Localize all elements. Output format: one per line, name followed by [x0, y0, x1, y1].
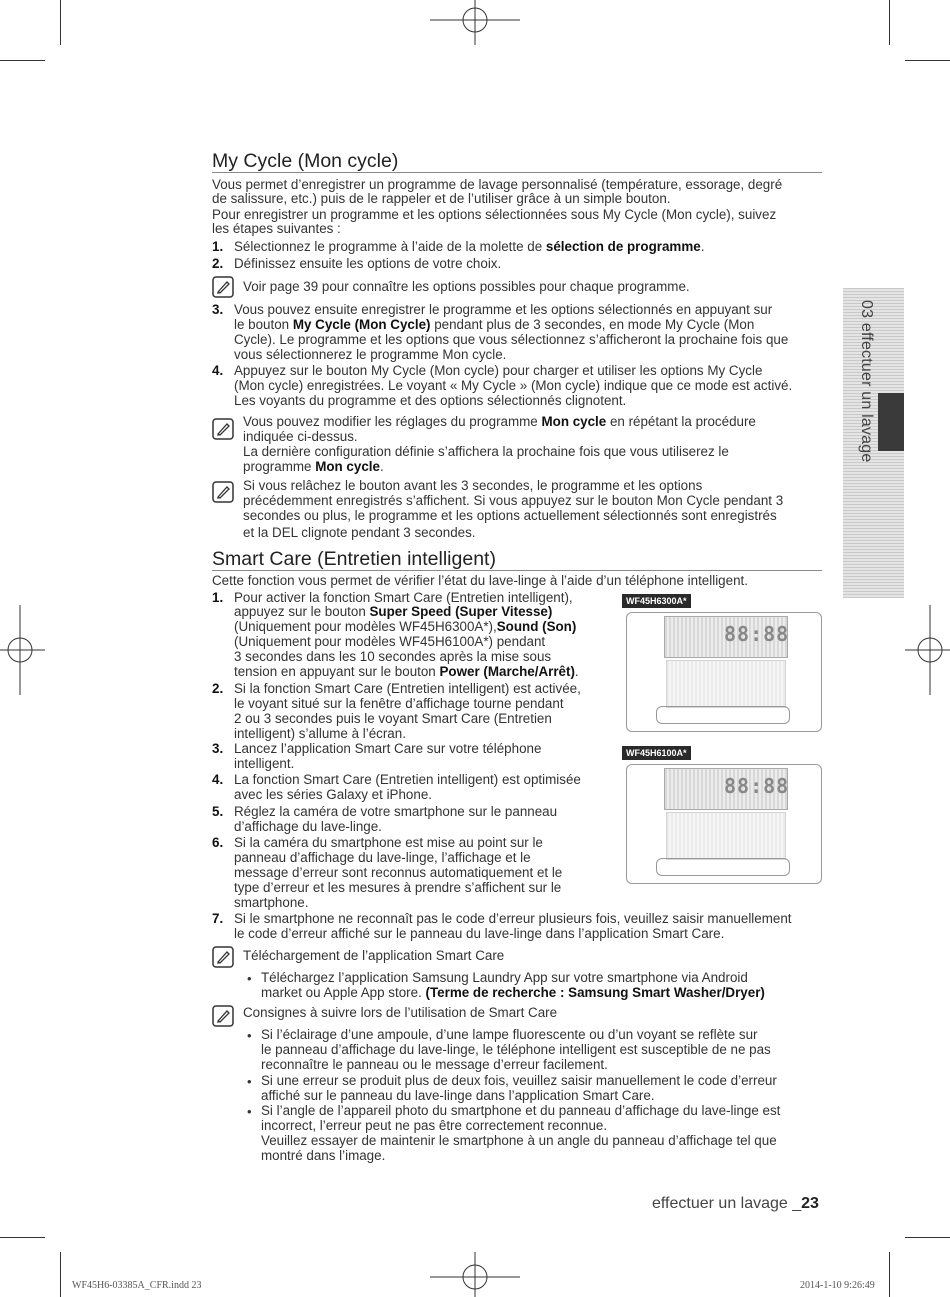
- step-text: Si la fonction Smart Care (Entretien intelligent) est activée,: [234, 681, 581, 696]
- bullet: •: [247, 1104, 252, 1119]
- bullet-text: Si une erreur se produit plus de deux fois, veuillez saisir manuellement le code d’erreur: [261, 1073, 777, 1088]
- note-icon: [212, 481, 234, 503]
- step-text: type d’erreur et les mesures à prendre s’affichent sur le: [234, 880, 562, 895]
- step-text: panneau d’affichage du lave-linge, l’affichage et le: [234, 850, 531, 865]
- display-digits: 88:88: [724, 622, 790, 646]
- bullet: •: [247, 1028, 252, 1043]
- step-text: le voyant situé sur la fenêtre d’affichage tourne pendant: [234, 696, 564, 711]
- model-badge: WF45H6100A*: [622, 746, 691, 760]
- step-text: appuyez sur le bouton Super Speed (Super Vitesse): [234, 604, 553, 619]
- crop-mark: [0, 1237, 45, 1238]
- crop-mark: [889, 1252, 890, 1297]
- bullet-text: Si l’angle de l’appareil photo du smartphone et du panneau d’affichage du lave-linge est: [261, 1103, 781, 1118]
- section-title-smart-care: Smart Care (Entretien intelligent): [212, 548, 496, 570]
- bullet-text: le panneau d’affichage du lave-linge, le téléphone intelligent est susceptible de ne pas: [261, 1042, 771, 1057]
- intro-line: de salissure, etc.) puis de le rappeler et de l’utiliser grâce à un simple bouton.: [212, 191, 671, 206]
- step-text: message d’erreur sont reconnus automatiquement et le: [234, 865, 563, 880]
- step-text: Définissez ensuite les options de votre choix.: [234, 256, 502, 271]
- bullet: •: [247, 1074, 252, 1089]
- step-text: Cycle). Le programme et les options que vous sélectionnez s’afficheront la prochaine fois que: [234, 332, 789, 347]
- bullet-text: affiché sur le panneau du lave-linge dans l’application Smart Care.: [261, 1088, 655, 1103]
- step-text: Appuyez sur le bouton My Cycle (Mon cycle) pour charger et utiliser les options My Cycle: [234, 363, 763, 378]
- crop-mark: [0, 60, 45, 61]
- step-text: (Mon cycle) enregistrées. Le voyant « My Cycle » (Mon cycle) indique que ce mode est activé.: [234, 378, 793, 393]
- step-number: 2.: [212, 256, 224, 271]
- registration-mark-right: [905, 600, 950, 700]
- step-text: Lancez l’application Smart Care sur votre téléphone: [234, 741, 542, 756]
- crop-mark: [905, 60, 950, 61]
- control-panel-illustration-6100: [622, 746, 824, 888]
- bullet-text: Téléchargez l’application Samsung Laundry App sur votre smartphone via Android: [261, 970, 748, 985]
- panel-button-strip: [656, 858, 790, 876]
- note-text: Voir page 39 pour connaître les options possibles pour chaque programme.: [243, 279, 690, 294]
- note-icon: [212, 418, 234, 440]
- step-text: Sélectionnez le programme à l’aide de la molette de sélection de programme.: [234, 239, 705, 254]
- bullet-text: incorrect, l’erreur peut ne pas être correctement reconnue.: [261, 1118, 608, 1133]
- page-footer: effectuer un lavage _23: [652, 1195, 819, 1212]
- step-text: d’affichage du lave-linge.: [234, 819, 382, 834]
- step-text: La fonction Smart Care (Entretien intelligent) est optimisée: [234, 772, 581, 787]
- chapter-side-tab-label: 03 effectuer un lavage: [858, 300, 875, 463]
- chapter-side-tab-marker: [878, 393, 904, 451]
- crop-mark: [60, 1252, 61, 1297]
- step-text: Les voyants du programme et des options sélectionnés clignotent.: [234, 393, 627, 408]
- crop-mark: [889, 0, 890, 45]
- section-title-my-cycle: My Cycle (Mon cycle): [212, 150, 399, 172]
- registration-mark-bottom: [425, 1250, 525, 1297]
- note-text: et la DEL clignote pendant 3 secondes.: [243, 525, 476, 540]
- registration-mark-top: [425, 0, 525, 50]
- display-digits: 88:88: [724, 774, 790, 798]
- step-number: 1.: [212, 590, 224, 605]
- bullet-text: Si l’éclairage d’une ampoule, d’une lampe fluorescente ou d’un voyant se reflète sur: [261, 1027, 758, 1042]
- step-number: 7.: [212, 911, 224, 926]
- step-number: 4.: [212, 772, 224, 787]
- control-panel-illustration-6300: [622, 594, 824, 736]
- step-text: tension en appuyant sur le bouton Power (Marche/Arrêt).: [234, 664, 579, 679]
- intro-line: Pour enregistrer un programme et les options sélectionnées sous My Cycle (Mon cycle), suivez: [212, 207, 777, 222]
- intro-line: Cette fonction vous permet de vérifier l’état du lave-linge à l’aide d’un téléphone intelligent.: [212, 573, 748, 588]
- note-text: Si vous relâchez le bouton avant les 3 secondes, le programme et les options: [243, 478, 703, 493]
- step-text: Réglez la caméra de votre smartphone sur le panneau: [234, 804, 558, 819]
- step-text: Si la caméra du smartphone est mise au point sur le: [234, 835, 543, 850]
- step-text: 3 secondes dans les 10 secondes après la mise sous: [234, 649, 552, 664]
- crop-mark: [60, 0, 61, 45]
- indicator-area: [666, 812, 786, 860]
- note-text: indiquée ci-dessus.: [243, 429, 358, 444]
- step-text: avec les séries Galaxy et iPhone.: [234, 787, 432, 802]
- note-text: Vous pouvez modifier les réglages du programme Mon cycle en répétant la procédure: [243, 414, 756, 429]
- step-text: le code d’erreur affiché sur le panneau du lave-linge dans l’application Smart Care.: [234, 926, 725, 941]
- bullet-text: montré dans l’image.: [261, 1148, 386, 1163]
- print-date: 2014-1-10 9:26:49: [800, 1280, 875, 1291]
- note-text: précédemment enregistrés s’affichent. Si vous appuyez sur le bouton Mon Cycle pendant 3: [243, 493, 784, 508]
- note-icon: [212, 1005, 234, 1027]
- panel-button-strip: [656, 706, 790, 724]
- step-text: intelligent.: [234, 756, 295, 771]
- file-info: WF45H6-03385A_CFR.indd 23: [72, 1280, 202, 1291]
- note-text: Consignes à suivre lors de l’utilisation de Smart Care: [243, 1005, 558, 1020]
- model-badge: WF45H6300A*: [622, 594, 691, 608]
- note-text: La dernière configuration définie s’affichera la prochaine fois que vous utiliserez le: [243, 444, 729, 459]
- note-icon: [212, 946, 234, 968]
- step-text: Si le smartphone ne reconnaît pas le code d’erreur plusieurs fois, veuillez saisir manuellement: [234, 911, 792, 926]
- section-rule: [212, 570, 822, 571]
- bullet-text: market ou Apple App store. (Terme de recherche : Samsung Smart Washer/Dryer): [261, 985, 765, 1000]
- step-number: 3.: [212, 302, 224, 317]
- step-number: 2.: [212, 681, 224, 696]
- section-rule: [212, 172, 822, 173]
- bullet-text: Veuillez essayer de maintenir le smartphone à un angle du panneau d’affichage tel que: [261, 1133, 777, 1148]
- bullet: •: [247, 971, 252, 986]
- step-number: 5.: [212, 804, 224, 819]
- note-text: secondes ou plus, le programme et les options actuellement sélectionnés sont enregistrés: [243, 508, 777, 523]
- note-text: programme Mon cycle.: [243, 459, 384, 474]
- step-number: 1.: [212, 239, 224, 254]
- step-text: (Uniquement pour modèles WF45H6100A*) pendant: [234, 634, 546, 649]
- bullet-text: reconnaître le panneau ou le message d’erreur facilement.: [261, 1057, 608, 1072]
- step-text: le bouton My Cycle (Mon Cycle) pendant plus de 3 secondes, en mode My Cycle (Mon: [234, 317, 755, 332]
- step-text: Pour activer la fonction Smart Care (Entretien intelligent),: [234, 590, 573, 605]
- note-icon: [212, 276, 234, 298]
- crop-mark: [905, 1237, 950, 1238]
- note-text: Téléchargement de l’application Smart Care: [243, 948, 505, 963]
- step-text: 2 ou 3 secondes puis le voyant Smart Care (Entretien: [234, 711, 552, 726]
- registration-mark-left: [0, 600, 45, 700]
- intro-line: les étapes suivantes :: [212, 221, 341, 236]
- indicator-area: [666, 660, 786, 708]
- step-text: Vous pouvez ensuite enregistrer le programme et les options sélectionnés en appuyant sur: [234, 302, 773, 317]
- step-text: vous sélectionnerez le programme Mon cycle.: [234, 347, 507, 362]
- step-number: 6.: [212, 835, 224, 850]
- step-text: (Uniquement pour modèles WF45H6300A*),Sound (Son): [234, 619, 577, 634]
- intro-line: Vous permet d’enregistrer un programme de lavage personnalisé (température, essorage, degré: [212, 177, 783, 192]
- step-text: intelligent) s’allume à l’écran.: [234, 726, 406, 741]
- step-number: 4.: [212, 363, 224, 378]
- step-number: 3.: [212, 741, 224, 756]
- step-text: smartphone.: [234, 895, 309, 910]
